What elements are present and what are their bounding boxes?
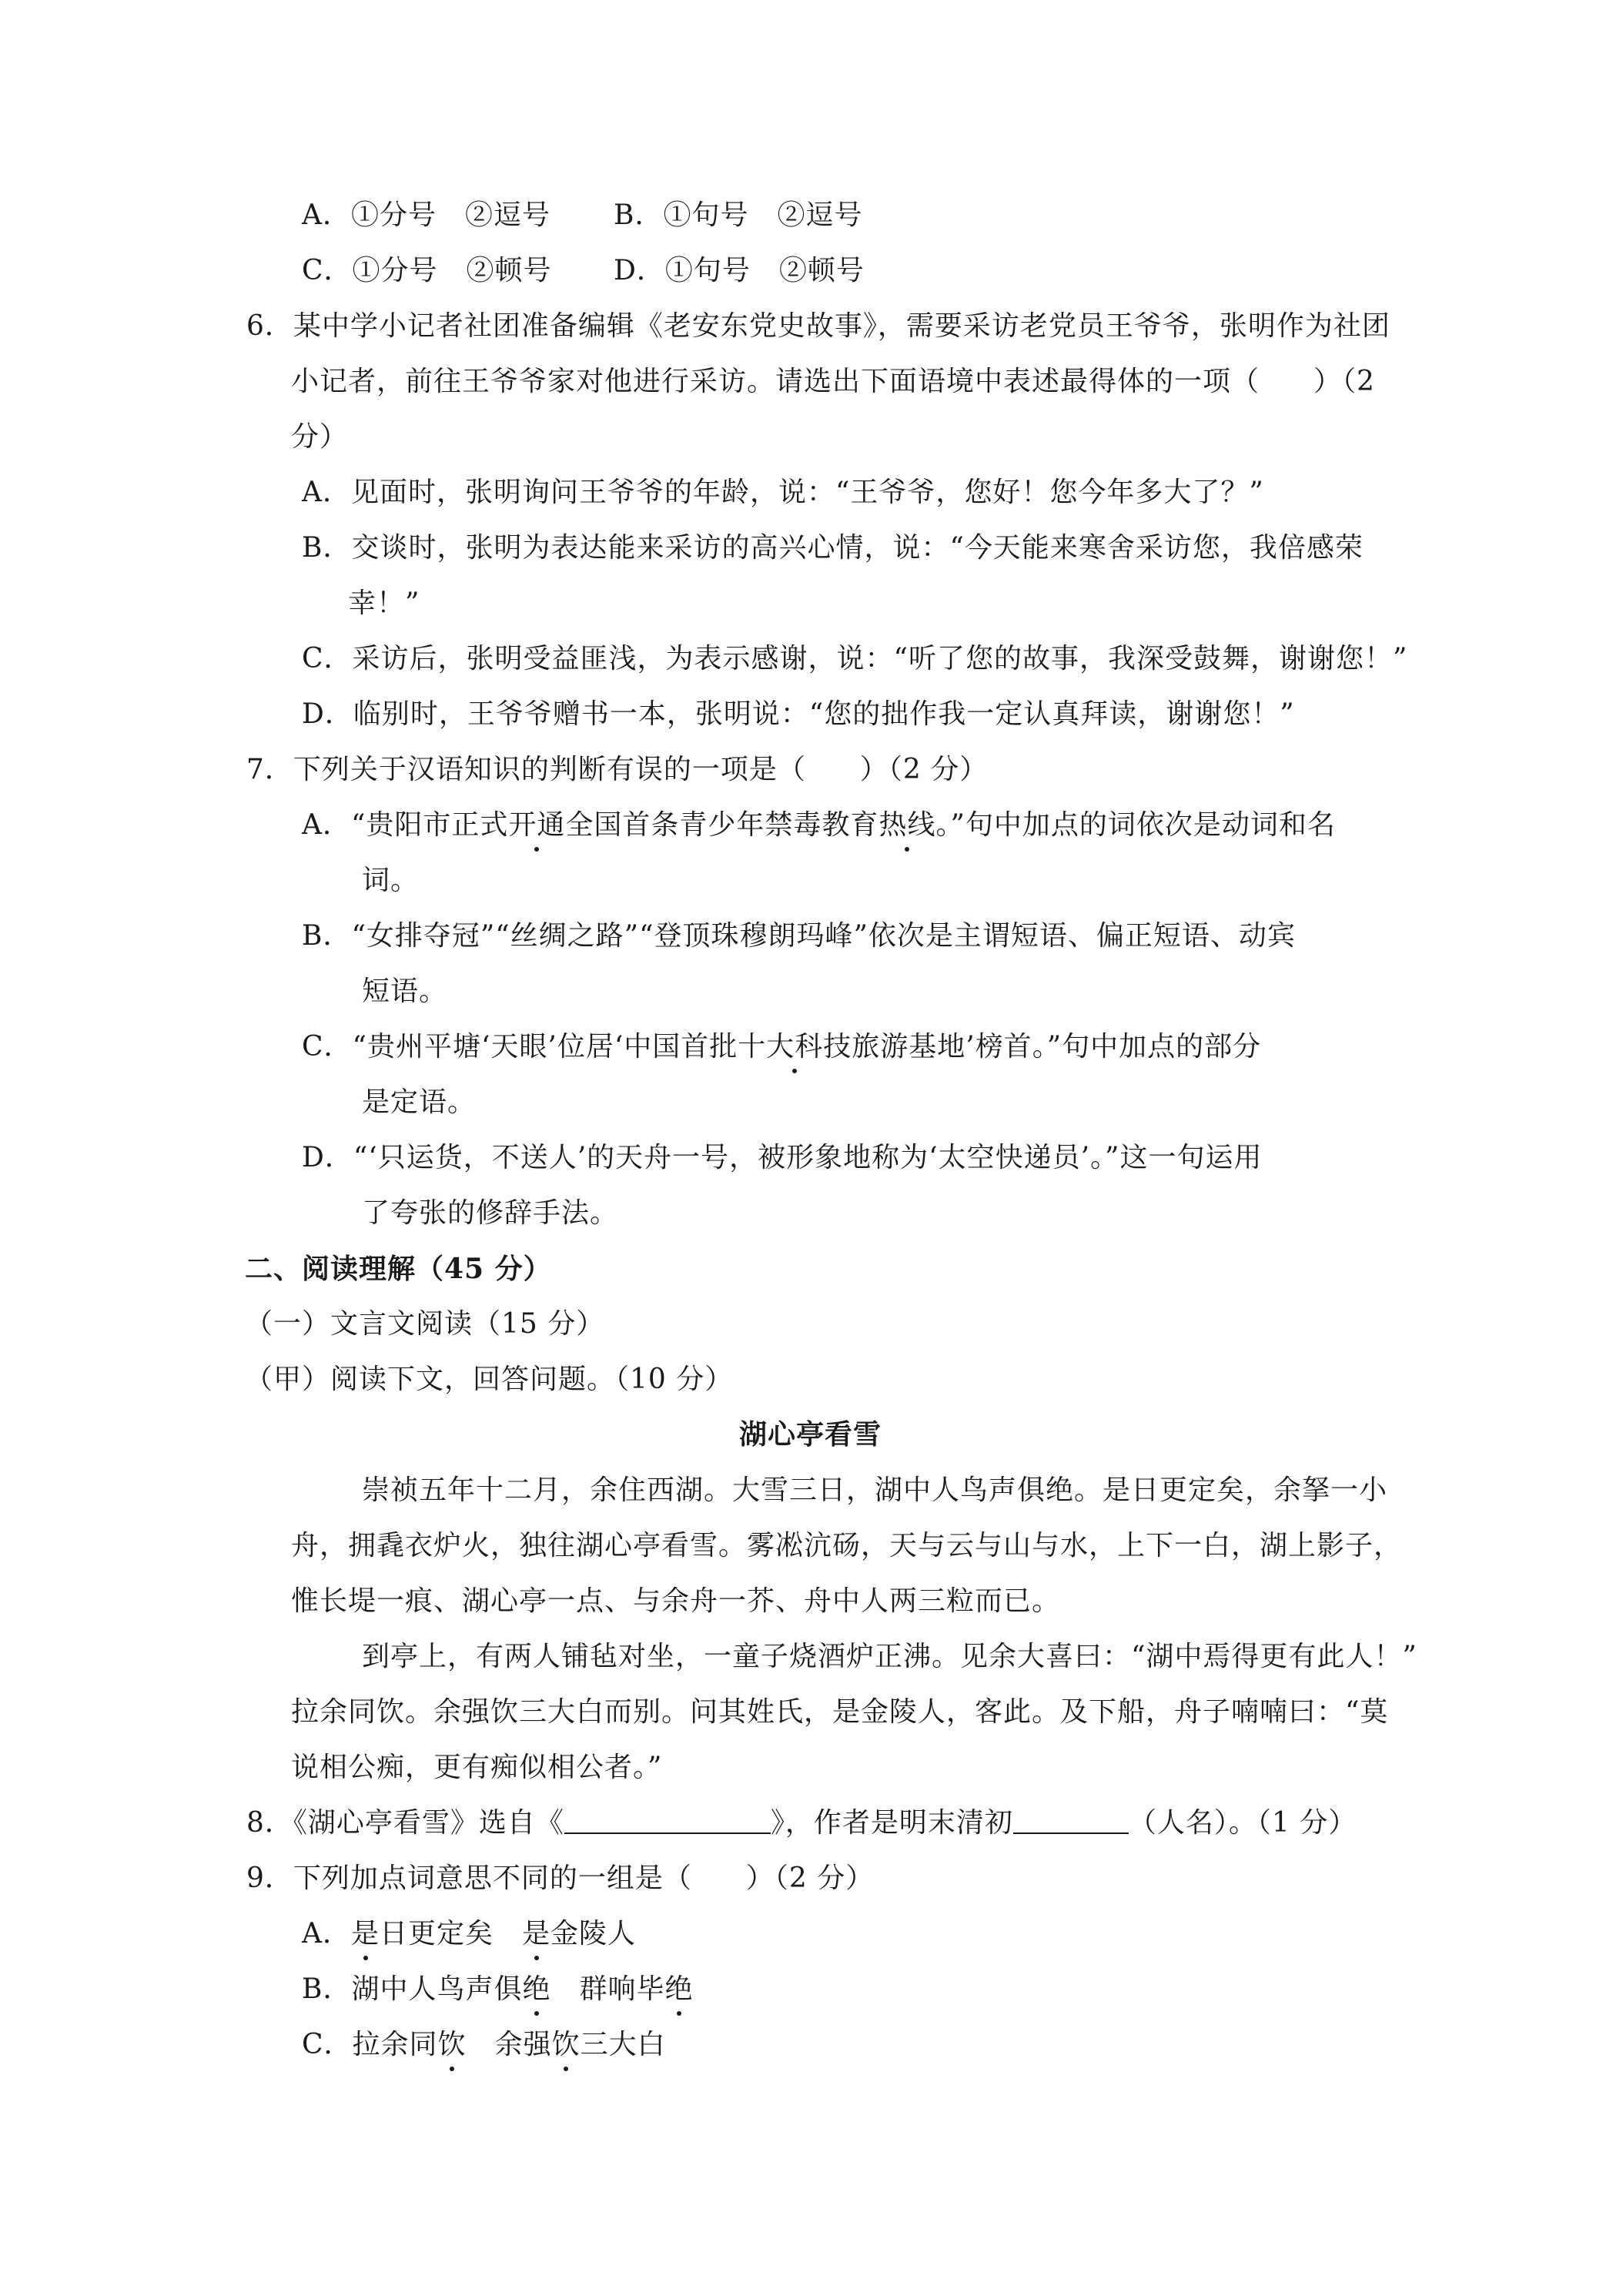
q9-option-b (302, 1970, 694, 2010)
dotted-word: 绝 (665, 1970, 694, 2010)
dotted-word: 是 (522, 1914, 550, 1954)
dotted-word: 饮 (438, 2025, 467, 2065)
text-span: A．“贵阳市正式 (302, 809, 509, 841)
q6-option-d: D．临别时，王爷爷赠书一本，张明说：“您的拙作我一定认真拜读，谢谢您！” (302, 698, 1295, 730)
q9-stem-score: ）（2 分） (745, 1863, 875, 1894)
q6-option-b-line-1: B．交谈时，张明为表达能来采访的高兴心情，说：“今天能来寒舍采访您，我倍感荣 (302, 532, 1364, 564)
q6-stem-score: ）（2 (1313, 366, 1375, 397)
text-span: 日更定矣 (380, 1918, 523, 1950)
q5-option-d: D．①句号 ②顿号 (614, 255, 865, 286)
q7-option-b-line-1: B．“女排夺冠”“丝绸之路”“登顶珠穆朗玛峰”依次是主谓短语、偏正短语、动宾 (302, 920, 1296, 952)
passage-p2-line-1: 到亭上，有两人铺毡对坐，一童子烧酒炉正沸。见余大喜曰：“湖中焉得更有此人！” (362, 1641, 1417, 1672)
q6-stem-line-1: 6．某中学小记者社团准备编辑《老安东党史故事》，需要采访老党员王爷爷，张明作为社团 (246, 310, 1390, 342)
dotted-word: 绝 (522, 1970, 550, 2010)
text-span: ’榜首。”句中加点的部分 (965, 1031, 1262, 1063)
fill-in-blank-author[interactable] (1013, 1803, 1129, 1834)
text-span: （人名）。（1 分） (1128, 1807, 1357, 1839)
subsection-instruction: （甲）阅读下文，回答问题。（10 分） (245, 1364, 734, 1395)
text-span: C．拉余同 (302, 2029, 438, 2060)
text-span: C．“贵州平塘‘天眼’位居‘ (302, 1031, 624, 1063)
q7-option-c-line-2: 是定语。 (362, 1086, 477, 1118)
dotted-word: 饮 (552, 2025, 581, 2065)
q7-stem-text: 7．下列关于汉语知识的判断有误的一项是（ (246, 754, 806, 785)
q5-option-c: C．①分号 ②顿号 (302, 255, 552, 286)
q9-stem (246, 1859, 874, 1899)
q6-stem-line-2 (291, 362, 1375, 402)
text-span: 三大白 (580, 2029, 666, 2060)
q6-stem-line-3: 分） (291, 421, 349, 453)
passage-p1-line-3: 惟长堤一痕、湖心亭一点、与余舟一芥、舟中人两三粒而已。 (291, 1585, 1061, 1617)
q8-stem (246, 1803, 1357, 1843)
q9-option-c (302, 2025, 666, 2065)
text-span: 》，作者是明末清初 (770, 1807, 1013, 1839)
q6-option-b-line-2: 幸！” (348, 587, 420, 619)
q7-option-b-line-2: 短语。 (362, 976, 448, 1007)
section-heading: 二、阅读理解（45 分） (245, 1253, 552, 1285)
q7-option-c-line-1 (302, 1027, 1261, 1067)
q7-stem-score: ）（2 分） (859, 754, 989, 785)
text-span: B．湖中人鸟声俱 (302, 1973, 523, 2005)
dotted-word: 热线 (878, 805, 935, 845)
passage-p1-line-1: 崇祯五年十二月，余住西湖。大雪三日，湖中人鸟声俱绝。是日更定矣，余拏一小 (362, 1474, 1388, 1506)
text-span: 群响毕 (550, 1973, 665, 2005)
q7-option-d-line-2: 了夸张的修辞手法。 (362, 1197, 619, 1229)
text-span: 全国首条青少年禁毒教育 (565, 809, 879, 841)
text-span: A． (302, 1918, 351, 1950)
dotted-word: 开通 (508, 805, 565, 845)
q6-option-a: A．见面时，张明询问王爷爷的年龄，说：“王爷爷，您好！您今年多大了？” (302, 477, 1264, 508)
q7-stem (246, 750, 988, 790)
q6-stem-text: 小记者，前往王爷爷家对他进行采访。请选出下面语境中表述最得体的一项（ (291, 366, 1260, 397)
q9-option-a (302, 1914, 636, 1954)
fill-in-blank-book[interactable] (564, 1803, 771, 1834)
q6-option-c: C．采访后，张明受益匪浅，为表示感谢，说：“听了您的故事，我深受鼓舞，谢谢您！” (302, 643, 1408, 674)
subsection-heading: （一）文言文阅读（15 分） (245, 1308, 605, 1340)
passage-p2-line-2: 拉余同饮。余强饮三大白而别。问其姓氏，是金陵人，客此。及下船，舟子喃喃曰：“莫 (291, 1696, 1389, 1728)
text-span: 余强 (466, 2029, 552, 2060)
passage-title: 湖心亭看雪 (739, 1419, 882, 1451)
q5-option-a: A．①分号 ②逗号 (302, 199, 550, 231)
passage-p1-line-2: 舟，拥毳衣炉火，独往湖心亭看雪。雾凇沆砀，天与云与山与水，上下一白，湖上影子， (291, 1530, 1403, 1561)
q7-option-d-line-1: D．“‘只运货，不送人’的天舟一号，被形象地称为‘太空快递员’。”这一句运用 (302, 1142, 1263, 1173)
text-span: 。”句中加点的词依次是动词和名 (935, 809, 1336, 841)
text-span: 金陵人 (550, 1918, 637, 1950)
q7-option-a-line-2: 词。 (362, 865, 420, 896)
q5-option-b: B．①句号 ②逗号 (614, 199, 863, 231)
q9-stem-text: 9．下列加点词意思不同的一组是（ (246, 1863, 692, 1894)
dotted-phrase: 中国首批十大科技旅游基地 (624, 1027, 965, 1067)
text-span: 8．《湖心亭看雪》选自《 (246, 1807, 564, 1839)
dotted-word: 是 (351, 1914, 380, 1954)
q7-option-a-line-1 (302, 805, 1336, 845)
passage-p2-line-3: 说相公痴，更有痴似相公者。” (291, 1752, 663, 1783)
